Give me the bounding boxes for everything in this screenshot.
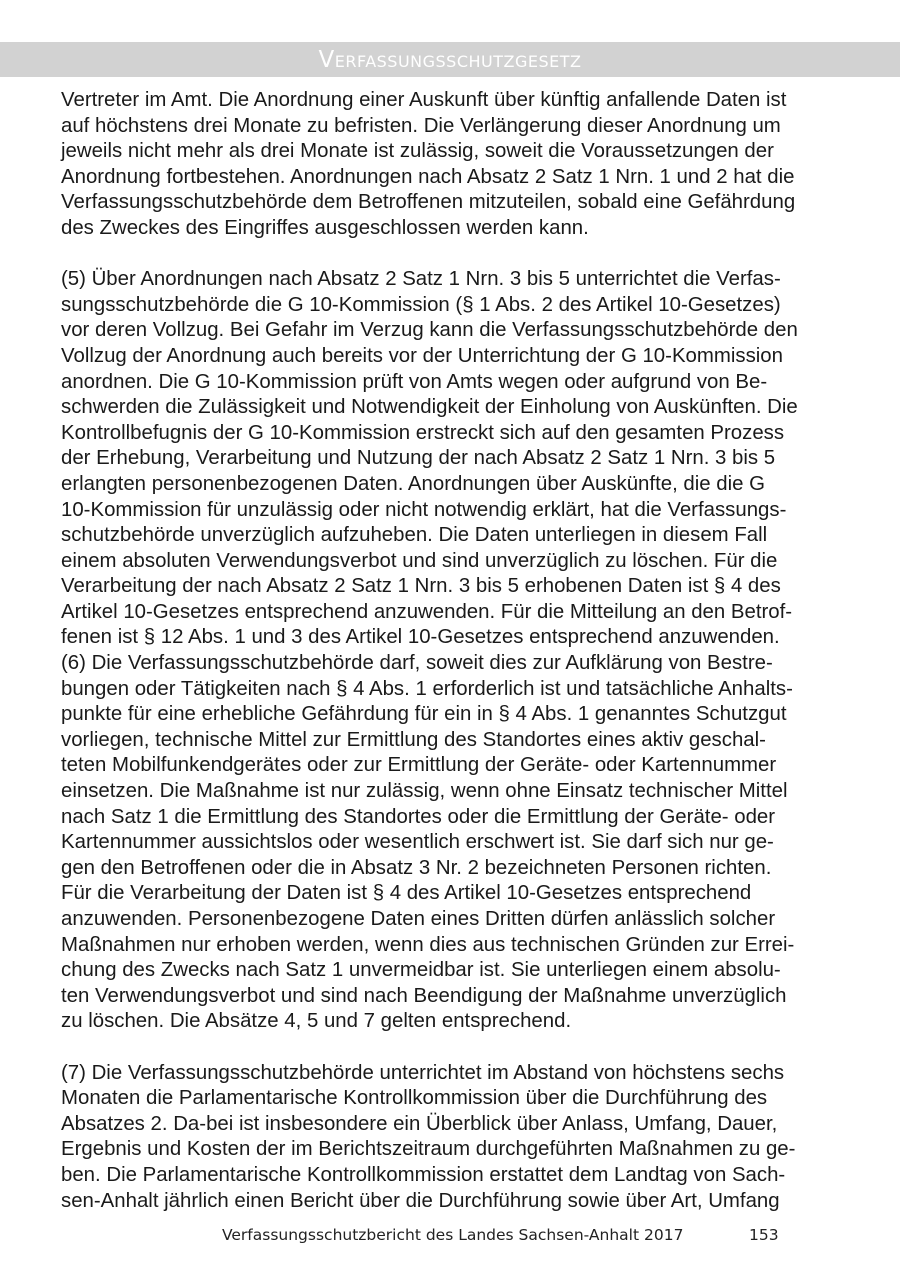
text-line: punkte für eine erhebliche Gefährdung für ein in § 4 Abs. 1 genanntes Schutzgut: [61, 703, 787, 726]
paragraph-6: [61, 651, 851, 1035]
text-line: 10-Kommission für unzulässig oder nicht notwendig erklärt, hat die Verfassungs-: [61, 498, 787, 521]
text-line: Monaten die Parlamentarische Kontrollkommission über die Durchführung des: [61, 1087, 768, 1110]
text-line: Artikel 10-Gesetzes entsprechend anzuwenden. Für die Mitteilung an den Betrof-: [61, 600, 793, 623]
text-line: einem absoluten Verwendungsverbot und sind unverzüglich zu löschen. Für die: [61, 549, 778, 572]
text-line: zu löschen. Die Absätze 4, 5 und 7 gelten entsprechend.: [61, 1010, 572, 1033]
text-line: Für die Verarbeitung der Daten ist § 4 des Artikel 10-Gesetzes entsprechend: [61, 882, 752, 905]
text-line: nach Satz 1 die Ermittlung des Standortes oder die Ermittlung der Geräte- oder: [61, 805, 776, 828]
text-line: einsetzen. Die Maßnahme ist nur zulässig, wenn ohne Einsatz technischer Mittel: [61, 780, 788, 803]
text-line: der Erhebung, Verarbeitung und Nutzung der nach Absatz 2 Satz 1 Nrn. 3 bis 5: [61, 447, 776, 470]
text-line: Kartennummer aussichtslos oder wesentlich erschwert ist. Sie darf sich nur ge-: [61, 831, 774, 854]
text-line: bungen oder Tätigkeiten nach § 4 Abs. 1 erforderlich ist und tatsächliche Anhalts-: [61, 677, 793, 700]
text-line: Verfassungsschutzbehörde dem Betroffenen mitzuteilen, sobald eine Gefährdung: [61, 191, 796, 214]
text-line: Vollzug der Anordnung auch bereits vor der Unterrichtung der G 10-Kommission: [61, 344, 783, 367]
text-line: jeweils nicht mehr als drei Monate ist zulässig, soweit die Voraussetzungen der: [61, 140, 774, 163]
text-line: des Zweckes des Eingriffes ausgeschlossen werden kann.: [61, 216, 589, 239]
text-line: schwerden die Zulässigkeit und Notwendigkeit der Einholung von Auskünften. Die: [61, 396, 798, 419]
text-line: chung des Zwecks nach Satz 1 unvermeidbar ist. Sie unterliegen einem absolu-: [61, 959, 781, 982]
text-line: Ergebnis und Kosten der im Berichtszeitraum durchgeführten Maßnahmen zu ge-: [61, 1138, 796, 1161]
text-line: ben. Die Parlamentarische Kontrollkommission erstattet dem Landtag von Sach-: [61, 1163, 786, 1186]
text-line: fenen ist § 12 Abs. 1 und 3 des Artikel 10-Gesetzes entsprechend anzuwenden.: [61, 626, 780, 649]
text-line: auf höchstens drei Monate zu befristen. Die Verlängerung dieser Anordnung um: [61, 114, 781, 137]
text-line: vor deren Vollzug. Bei Gefahr im Verzug kann die Verfassungsschutzbehörde den: [61, 319, 798, 342]
paragraph-gap: [61, 242, 851, 268]
text-line: vorliegen, technische Mittel zur Ermittlung des Standortes eines aktiv geschal-: [61, 728, 766, 751]
text-line: sungsschutzbehörde die G 10-Kommission (§ 1 Abs. 2 des Artikel 10-Gesetzes): [61, 293, 781, 316]
paragraph-1: [61, 88, 851, 242]
footer-report-title: Verfassungsschutzbericht des Landes Sachsen-Anhalt 2017: [222, 1226, 684, 1244]
text-line: erlangten personenbezogenen Daten. Anordnungen über Auskünfte, die die G: [61, 472, 766, 495]
text-line: Vertreter im Amt. Die Anordnung einer Auskunft über künftig anfallende Daten ist: [61, 89, 787, 111]
page-number: 153: [749, 1226, 779, 1244]
text-line: Anordnung fortbestehen. Anordnungen nach Absatz 2 Satz 1 Nrn. 1 und 2 hat die: [61, 165, 795, 188]
text-line: Absatzes 2. Da-bei ist insbesondere ein Überblick über Anlass, Umfang, Dauer,: [61, 1112, 778, 1135]
page-header-title: Verfassungsschutzgesetz: [318, 47, 582, 73]
text-line: Maßnahmen nur erhoben werden, wenn dies aus technischen Gründen zur Errei-: [61, 933, 795, 956]
text-line: Kontrollbefugnis der G 10-Kommission erstreckt sich auf den gesamten Prozess: [61, 421, 785, 444]
text-line: anordnen. Die G 10-Kommission prüft von Amts wegen oder aufgrund von Be-: [61, 370, 768, 393]
text-line: sen-Anhalt jährlich einen Bericht über die Durchführung sowie über Art, Umfang: [61, 1189, 780, 1212]
text-line: schutzbehörde unverzüglich aufzuheben. Die Daten unterliegen in diesem Fall: [61, 524, 768, 547]
paragraph-gap: [61, 1035, 851, 1061]
text-line: ten Verwendungsverbot und sind nach Beendigung der Maßnahme unverzüglich: [61, 984, 787, 1007]
text-line: (6) Die Verfassungsschutzbehörde darf, soweit dies zur Aufklärung von Bestre-: [61, 652, 773, 675]
document-body: [61, 88, 851, 1214]
text-line: gen den Betroffenen oder die in Absatz 3 Nr. 2 bezeichneten Personen richten.: [61, 856, 772, 879]
text-line: teten Mobilfunkendgerätes oder zur Ermittlung der Geräte- oder Kartennummer: [61, 754, 777, 777]
text-line: (5) Über Anordnungen nach Absatz 2 Satz 1 Nrn. 3 bis 5 unterrichtet die Verfas-: [61, 268, 781, 291]
text-line: (7) Die Verfassungsschutzbehörde unterrichtet im Abstand von höchstens sechs: [61, 1061, 785, 1084]
text-line: Verarbeitung der nach Absatz 2 Satz 1 Nrn. 3 bis 5 erhobenen Daten ist § 4 des: [61, 575, 781, 598]
text-line: anzuwenden. Personenbezogene Daten eines Dritten dürfen anlässlich solcher: [61, 908, 776, 930]
paragraph-5: [61, 267, 851, 651]
paragraph-7: [61, 1061, 851, 1215]
